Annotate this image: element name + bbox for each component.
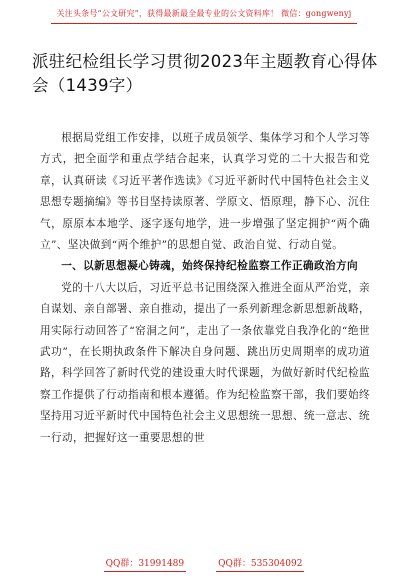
section-heading: 一、以新思想凝心铸魂，始终保持纪检监察工作正确政治方向 <box>61 260 359 273</box>
document-body <box>40 128 370 449</box>
body-paragraph: 党的十八大以后，习近平总书记围绕深入推进全面从严治党，亲自谋划、亲自部署、亲自推动，提出了一系列新理念新思想新战略，用实际行动回答了“窑洞之问”，走出了一条依靠党自我净化的“绝世武功”，在长期执政条件下解决自身问题、跳出历史周期率的成功道路，科学回答了新时代党的建设重大时代课题，为做好新时代纪检监察工作提供了行动指南和根本遵循。作为纪检监察干部，我们要始终坚持用习近平新时代中国特色社会主义思想统一思想、统一意志、统一行动，把握好这一重要思想的世 <box>40 281 370 444</box>
footer-qq-group-2: QQ群：535304092 <box>216 557 304 572</box>
header-banner <box>0 4 408 24</box>
footer-banner <box>0 554 408 572</box>
body-paragraph: 根据局党组工作安排，以班子成员领学、集体学习和个人学习等方式，把全面学和重点学结合起来，认真学习党的二十大报告和党章，认真研读《习近平著作选读》《习近平新时代中国特色社会主义思想专题摘编》等书目坚持读原著、学原文、悟原理，静下心、沉住气，原原本本地学、逐字逐句地学，进一步增强了坚定拥护“两个确立”、坚决做到“两个维护”的思想自觉、政治自觉、行动自觉。 <box>40 132 370 252</box>
document-title: 派驻纪检组长学习贯彻2023年主题教育心得体会（1439字） <box>32 52 378 95</box>
footer-qq-group-1: QQ群：31991489 <box>104 557 187 572</box>
header-banner-text: 关注头条号“公文研究”，获得最新最全最专业的公文资料库！ 微信：gongwenyj <box>51 5 358 24</box>
